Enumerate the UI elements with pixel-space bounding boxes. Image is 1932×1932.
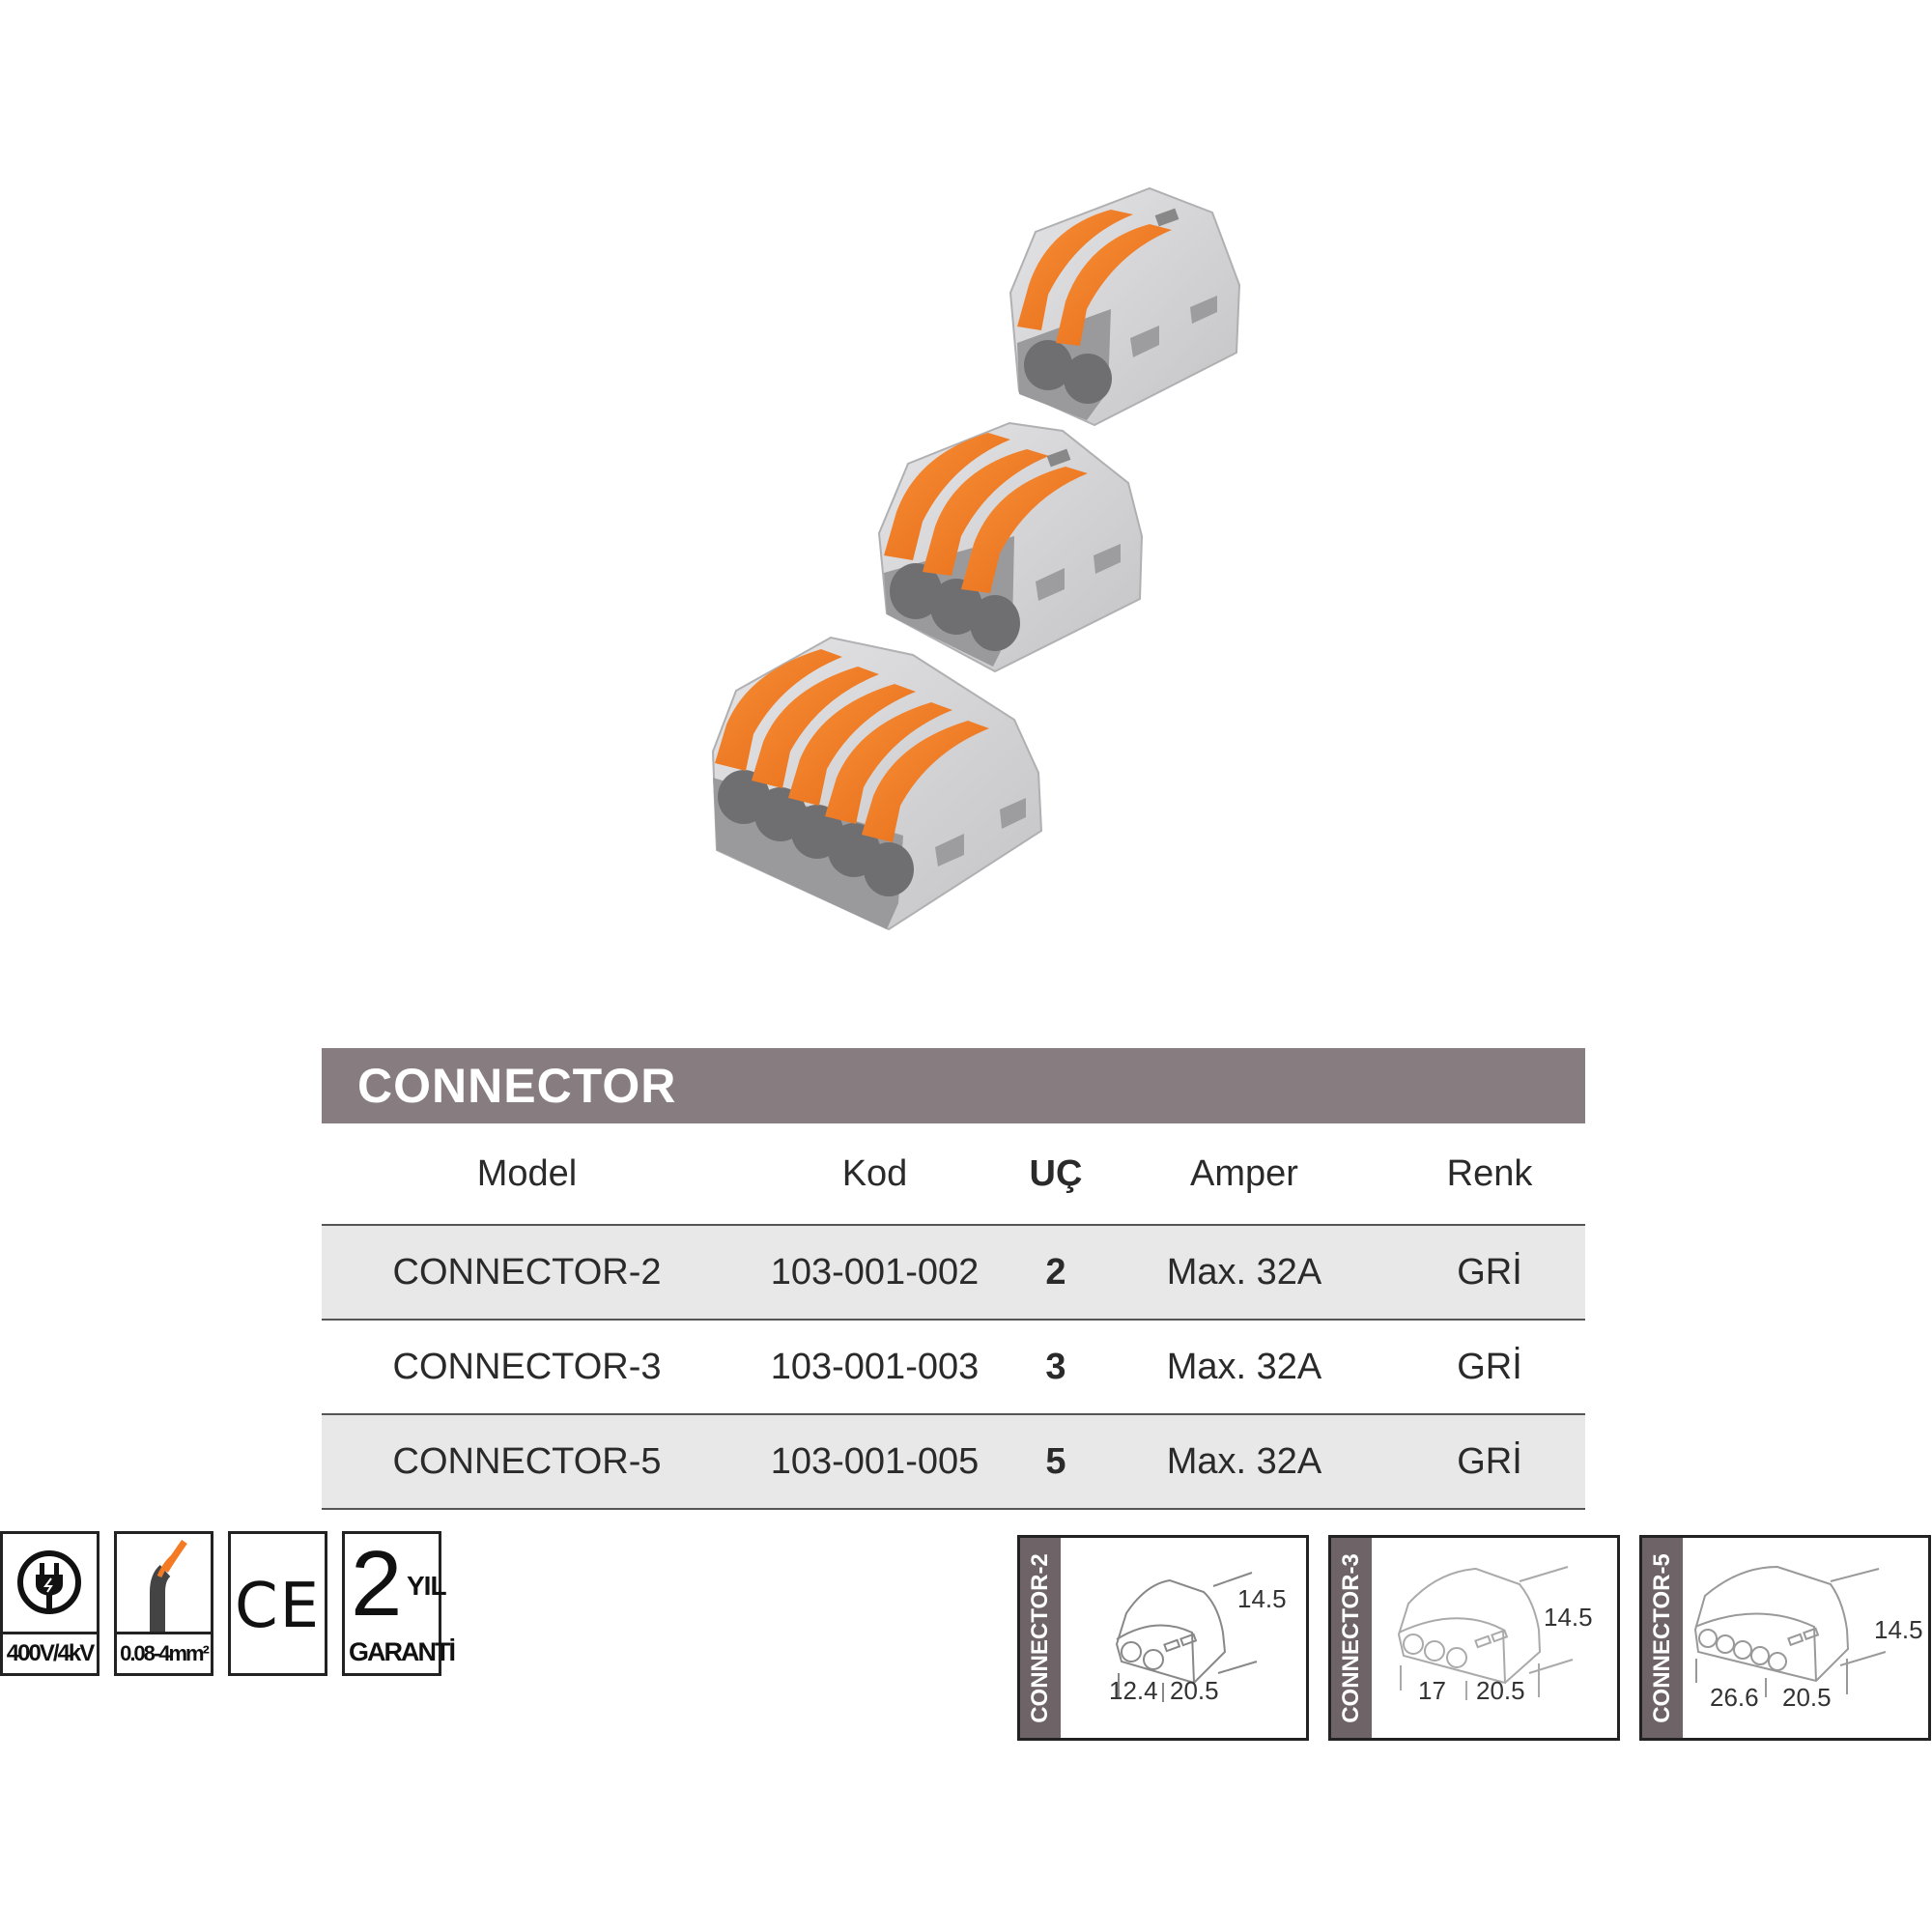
dimension-height: 14.5 — [1237, 1584, 1287, 1613]
table-row — [322, 1226, 1585, 1321]
cell-model: CONNECTOR-2 — [392, 1251, 662, 1293]
dimension-depth: 20.5 — [1476, 1676, 1525, 1705]
cell-kod: 103-001-005 — [770, 1440, 980, 1482]
connector-3-image — [879, 423, 1142, 671]
cell-renk: GRİ — [1457, 1346, 1522, 1387]
header-renk: Renk — [1446, 1152, 1533, 1194]
header-model: Model — [476, 1152, 578, 1194]
table-title: CONNECTOR — [322, 1048, 1585, 1123]
dimension-card-connector-3 — [1328, 1535, 1620, 1741]
connector-2-image — [1010, 188, 1239, 425]
plug-icon — [3, 1534, 97, 1634]
dimension-height: 14.5 — [1874, 1615, 1923, 1644]
warranty-number: 2 — [351, 1532, 403, 1635]
dimension-depth: 20.5 — [1170, 1676, 1219, 1705]
connector-2-outline-icon — [1020, 1538, 1310, 1741]
cell-kod: 103-001-002 — [770, 1251, 980, 1293]
cell-uc: 5 — [1045, 1440, 1066, 1482]
table-header-row — [322, 1123, 1585, 1226]
dimension-model-name: CONNECTOR-3 — [1338, 1552, 1364, 1723]
cable-label: 0.08-4mm² — [117, 1632, 211, 1673]
header-uc: UÇ — [1029, 1152, 1083, 1194]
dimension-width: 17 — [1418, 1676, 1446, 1705]
dimension-card-connector-2 — [1017, 1535, 1309, 1741]
warranty-label: GARANTİ — [349, 1637, 454, 1666]
warranty-badge — [342, 1531, 454, 1676]
connector-5-image — [713, 638, 1041, 929]
dimension-width: 12.4 — [1109, 1676, 1158, 1705]
cell-amper: Max. 32A — [1166, 1251, 1322, 1293]
voltage-badge — [0, 1531, 99, 1676]
cell-amper: Max. 32A — [1166, 1346, 1322, 1387]
ce-badge — [228, 1531, 327, 1676]
cell-renk: GRİ — [1457, 1251, 1522, 1293]
dimension-model-name: CONNECTOR-5 — [1649, 1552, 1675, 1723]
dimension-depth: 20.5 — [1782, 1683, 1832, 1712]
cell-model: CONNECTOR-3 — [392, 1346, 662, 1387]
voltage-label: 400V/4kV — [3, 1632, 97, 1673]
cell-model: CONNECTOR-5 — [392, 1440, 662, 1482]
dimension-width: 26.6 — [1710, 1683, 1759, 1712]
warranty-unit: YIL — [407, 1571, 446, 1601]
cell-amper: Max. 32A — [1166, 1440, 1322, 1482]
cell-kod: 103-001-003 — [770, 1346, 980, 1387]
dimension-height: 14.5 — [1544, 1603, 1593, 1632]
cable-icon — [117, 1534, 211, 1634]
connector-3-outline-icon — [1331, 1538, 1621, 1741]
header-kod: Kod — [841, 1152, 908, 1194]
table-row — [322, 1415, 1585, 1510]
header-amper: Amper — [1190, 1152, 1298, 1194]
certification-icons — [0, 1531, 456, 1676]
spec-table — [322, 1048, 1585, 1510]
cell-renk: GRİ — [1457, 1440, 1522, 1482]
ce-mark-icon: CE — [234, 1571, 322, 1642]
dimension-card-connector-5 — [1639, 1535, 1931, 1741]
cable-badge — [114, 1531, 213, 1676]
cell-uc: 3 — [1045, 1346, 1066, 1387]
table-row — [322, 1321, 1585, 1415]
dimension-model-name: CONNECTOR-2 — [1027, 1552, 1053, 1723]
cell-uc: 2 — [1045, 1251, 1066, 1293]
